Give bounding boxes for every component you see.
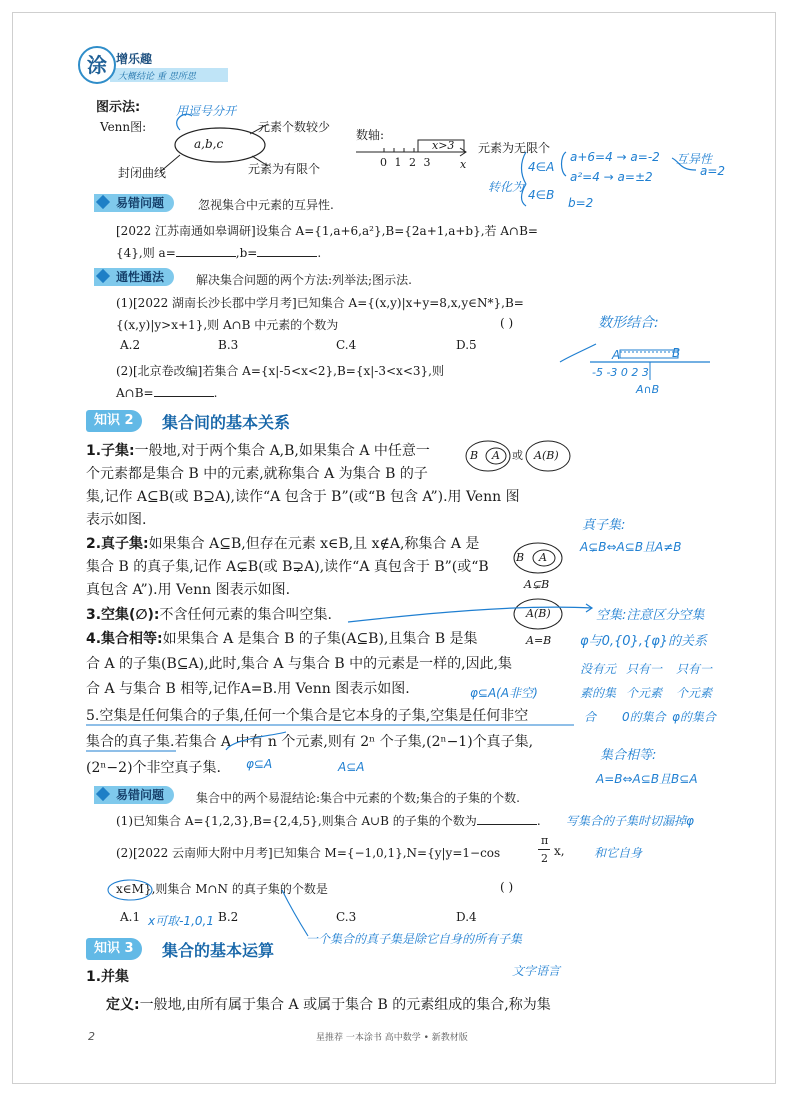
hand-note-self: 和它自身 [594,846,643,860]
item4-line3: 合 A 与集合 B 相等,记作A=B.用 Venn 图表示如图. [86,681,410,697]
mistake2-q2-line1-end: x, [554,844,565,858]
item4-line1 [86,628,478,648]
knowledge3-tag: 知识 3 [86,938,142,960]
item5-line3: (2ⁿ−2)个非空真子集. [86,760,221,776]
q2-line2-label: A∩B= [116,386,154,400]
mistake-badge-2-label: 易错问题 [116,788,165,802]
hand-case1b: a²=4 → a=±2 [570,170,653,184]
answer-blank-m2q1[interactable] [477,812,537,825]
diamond-icon [96,269,110,283]
hand-text-lang: 文字语言 [512,964,561,978]
item1-text1: 一般地,对于两个集合 A,B,如果集合 A 中任意一 [134,443,430,459]
axis-box-label: x>3 [432,139,455,152]
item4-text1: 如果集合 A 是集合 B 的子集(A⊆B),且集合 B 是集 [162,631,478,647]
hand-x-values: x可取-1,0,1 [148,914,214,928]
hand-proper-def: A⊊B⇔A⊆B且A≠B [580,540,682,554]
venn1-outer: B [470,449,479,462]
hand-underlines [86,720,586,780]
method-q2-line2 [116,384,217,400]
item1-head: 1.子集: [86,443,135,459]
hand-case1: 4∈A [528,160,555,174]
page-number: 2 [88,1030,95,1043]
q2-option-b[interactable]: B.2 [218,910,239,924]
q1-option-a[interactable]: A.2 [120,338,141,352]
venn-note-bottom: 元素为有限个 [248,162,321,176]
hand-col1a: 没有元 [580,662,617,676]
closed-curve-label: 封闭曲线 [118,166,167,180]
mistake2-q2-line1: (2)[2022 云南师大附中月考]已知集合 M={−1,0,1},N={y|y=1−cos [116,846,501,860]
hand-case2: 4∈B [528,188,555,202]
method-q1-line1: (1)[2022 湖南长沙长郡中学月考]已知集合 A={(x,y)|x+y=8,x,y∈N*},B= [116,296,524,310]
hand-case-result: a=2 [700,164,726,178]
venn3-inner: A [539,551,547,564]
item1-line3: 集,记作 A⊆B(或 B⊇A),读作“A 包含于 B”(或“B 包含 A”).用 Venn 图 [86,489,520,505]
item2-text1: 如果集合 A⊆B,但存在元素 x∈B,且 x∉A,称集合 A 是 [148,536,480,552]
mistake1-line1: [2022 江苏南通如皋调研]设集合 A={1,a+6,a²},B={2a+1,a+b},若 A∩B= [116,224,538,238]
union-heading: 1.并集 [86,969,130,985]
hand-comma-note: 用逗号分开 [176,104,237,118]
knowledge2-title: 集合间的基本关系 [162,413,291,432]
hand-ab-label: A∩B [636,383,660,396]
hand-case1a: a+6=4 → a=-2 [570,150,660,164]
item3-line1 [86,604,332,624]
q1-option-b[interactable]: B.3 [218,338,239,352]
axis-ticks: 0 1 2 3 [380,156,433,169]
footer-text: 星推荐 一本涂书 高中数学 • 新教材版 [316,1033,468,1043]
venn-note-top: 元素个数较少 [258,120,331,134]
diamond-icon [96,195,110,209]
union-def-text: 一般地,由所有属于集合 A 或属于集合 B 的元素组成的集合,称为集 [139,997,551,1013]
union-def-head: 定义: [106,997,140,1013]
venn4-caption: A=B [526,634,552,647]
hand-a-sub: A⊆A [338,760,365,774]
method-q1-paren: ( ) [500,316,514,330]
mistake2-q1 [116,812,541,829]
method-badge [94,268,174,286]
hand-col2c: 0的集合 [622,710,666,724]
mistake-badge-2 [94,786,174,804]
method-q2-line1: (2)[北京卷改编]若集合 A={x|-5<x<2},B={x|-3<x<3},则 [116,364,444,378]
mistake2-q2-line2: x∈M},则集合 M∩N 的真子集的个数是 [116,882,328,896]
q2-option-d[interactable]: D.4 [456,910,477,924]
hand-proper-title: 真子集: [582,518,626,533]
mistake-badge-1 [94,194,174,212]
answer-blank-a[interactable] [176,244,236,257]
header-subtitle: 大概结论 重 思所思 [118,72,196,82]
union-def [106,994,551,1014]
item1-line4: 表示如图. [86,512,147,528]
hand-equal-title: 集合相等: [600,748,657,763]
hand-equal-def: A=B⇔A⊆B且B⊆A [596,772,698,786]
mistake2-q1-text: (1)已知集合 A={1,2,3},B={2,4,5},则集合 A∪B 的子集的个数为 [116,814,477,828]
venn1-inner: A [492,449,500,462]
item4-head: 4.集合相等: [86,631,163,647]
hand-col1b: 素的集 [580,686,617,700]
hand-col3a: 只有一 [676,662,713,676]
hand-note-miss: 写集合的子集时切漏掉φ [566,814,694,828]
mistake2-q2-paren: ( ) [500,880,514,894]
venn1-or: 或 [512,449,523,462]
method-badge-label: 通性通法 [116,270,165,284]
q1-option-c[interactable]: C.4 [336,338,357,352]
item3-text1: 不含任何元素的集合叫空集. [159,607,332,623]
diagram-method-title: 图示法: [96,100,141,115]
mistake1-line2c: . [317,246,322,260]
item5-line1: 5.空集是任何集合的子集,任何一个集合是它本身的子集,空集是任何非空 [86,708,529,724]
hand-numline-ticks: -5 -3 0 2 3 [592,366,649,379]
hand-case2-result: b=2 [568,196,594,210]
hand-shuxing: 数形结合: [598,315,659,331]
item3-head: 3.空集(∅): [86,607,160,623]
venn4-label: A(B) [526,607,551,620]
hand-col3c: φ的集合 [672,710,716,724]
fraction-bar [538,849,550,850]
venn-label: Venn图: [100,120,147,134]
method-q1-line2: {(x,y)|y>x+1},则 A∩B 中元素的个数为 [116,318,339,332]
venn-inner: a,b,c [194,137,224,151]
venn2-label: A(B) [534,449,559,462]
axis-var: x [460,158,467,171]
item2-head: 2.真子集: [86,536,149,552]
venn3-caption: A⊊B [524,578,550,591]
hand-transform: 转化为 [488,180,525,194]
q2-option-a[interactable]: A.1 [120,910,141,924]
hand-proper-note: 一个集合的真子集是除它自身的所有子集 [306,932,523,946]
hand-col2b: 个元素 [626,686,663,700]
item4-line2: 合 A 的子集(B⊆A),此时,集合 A 与集合 B 中的元素是一样的,因此,集 [86,656,513,672]
number-axis-label: 数轴: [356,128,385,142]
mistake1-line2 [116,244,321,261]
mistake-badge-1-label: 易错问题 [116,196,165,210]
q1-option-d[interactable]: D.5 [456,338,477,352]
diamond-icon [96,787,110,801]
item2-line1 [86,533,479,553]
item1-line1 [86,440,430,460]
mistake1-desc: 忽视集合中元素的互异性. [198,198,334,212]
item2-line2: 集合 B 的真子集,记作 A⊊B(或 B⊋A),读作“A 真包含于 B”(或“B [86,559,489,575]
mistake1-line2a: {4},则 a= [116,246,176,260]
answer-blank-q2[interactable] [154,384,214,397]
mistake2-desc: 集合中的两个易混结论:集合中元素的个数;集合的子集的个数. [196,791,520,805]
answer-blank-b[interactable] [257,244,317,257]
q2-option-c[interactable]: C.3 [336,910,357,924]
hand-phi-sub: φ⊆A(A非空) [470,686,538,700]
hand-numline-b: B [672,346,681,360]
mistake2-q1-end: . [536,814,541,828]
header-title: 增乐趣 [116,52,153,66]
mistake2-frac-bottom: 2 [541,852,548,865]
hand-col1c: 合 [584,710,597,724]
mistake2-frac-top: π [541,834,549,847]
hand-phi-sub2: φ⊆A [246,757,273,771]
knowledge2-tag: 知识 2 [86,410,142,432]
knowledge3-title: 集合的基本运算 [162,941,275,960]
hand-numline-a: A [612,348,621,362]
logo-icon: 涂 [78,46,116,84]
hand-empty-sets: φ与0,{0},{φ}的关系 [580,634,708,649]
axis-note: 元素为无限个 [478,141,551,155]
hand-case-note: 互异性 [676,152,713,166]
venn3-outer: B [516,551,525,564]
method-desc: 解决集合问题的两个方法:列举法;图示法. [196,273,412,287]
hand-col2a: 只有一 [626,662,663,676]
mistake1-line2b: ,b= [235,246,258,260]
item1-line2: 个元素都是集合 B 中的元素,就称集合 A 为集合 B 的子 [86,466,428,482]
hand-empty-title: 空集:注意区分空集 [596,608,705,623]
hand-brace-strokes [520,148,720,208]
item2-line3: 真包含 A”).用 Venn 图表示如图. [86,582,291,598]
hand-col3b: 个元素 [676,686,713,700]
q2-line2-end: . [213,386,218,400]
item5-line2: 集合的真子集.若集合 A 中有 n 个元素,则有 2ⁿ 个子集,(2ⁿ−1)个真子集, [86,734,534,750]
